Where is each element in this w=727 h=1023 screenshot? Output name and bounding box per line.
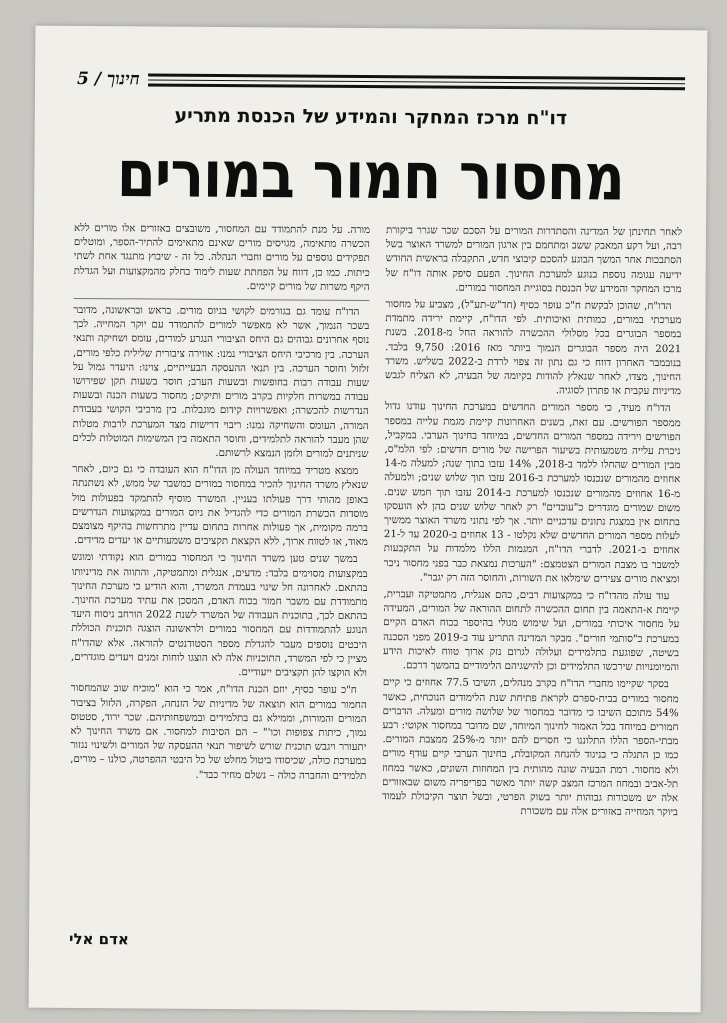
- paragraph: עוד עולה מהדו"ח כי במקצועות רבים, כהם אנגלית, מתמטיקה ועברית, קיימת א-התאמה בין תחום ההכשרה לתחום ההוראה של המורים, המעידה על מחסור איכותי במורים, ועל שימוש מגולי בהיספר בכוח האדם הקיים במערכת כ"סותמי חורים". מבקר המדינה התריע עוד ב-2019 מפני הסכנה בשיטה, שפוגעת בתלמידים ועלולה לגרום נזק ארוך טווח לאיכות הידע והמיומנויות שירכשו התלמידים וכן להישגיהם הלימודיים בהמשך דרכם.: [383, 589, 680, 674]
- right-column: [381, 224, 682, 926]
- header-rules: [148, 73, 685, 90]
- newspaper-page: [29, 26, 708, 1013]
- section-tag: חינוך / 5: [76, 68, 140, 90]
- paragraph: מורה. על מנת להתמודד עם המחסור, משובצים באזורים אלו מורים ללא הכשרה מתאימה, מגויסים מורים שאינם מתאימים להתיר-הספר, ומוטלים תפקידים נוספים על מורים וחברי הנהלה. כל זה - שיבוץ מתנגד אחת לשתי כיתות. כמו כן, דווח על הפחתת שעות לימוד בחלק מהמקצועות ועל הגדלת היקף משרות של מורים קיימים.: [73, 222, 371, 293]
- article-subheadline: דו"ח מרכז המחקר והמידע של הכנסת מתריע: [174, 104, 568, 130]
- paragraph: ח"כ עופר כסיף, יוזם הכנת הדו"ח, אמר כי הוא "מוכיח שוב שהמחסור החמור במורים הוא תוצאה של מדיניות של הזנחה, הפקרה, הלזול בציבור המורים והמורות, וממילא גם בתלמידים ובמשפחותיהם. שכר ירוד, סטטוס נמוך, כיתות צפופות וכו'" – הם הסיבות למחסור. אם משרד החינוך לא יתעורר ויגבש תוכנית שורש לשיפור תנאי ההעסקה של המורים ולשינוי נגזור במערכת כולה, שכיסודו ביטול מחלט של כל היבטי ההפרטה, כולנו – מורים, תלמידים והחברה כולה – נשלם מחיר כבד".: [70, 683, 367, 782]
- paragraph: הדו"ח עומד גם בגורמים לקושי בגיוס מורים. בראש ובראשונה, מדובר בשכר הנמוך, אשר לא מאפשר למורים להתמודד עם יוקר המחייה. לכך נוסף אחרונים גבוהים גם היחס הציבורי הנגרע למורים, עומס ושחיקה ותנאי הערכה. בין מרכיבי היחס הציבורי נמנו: אווירה ציבורית שלילית כלפי מורים, זלזול וחוסר הערכה. בין תנאי ההעסקה הבעייתיים, צוינו: היעדר גמול על שעות עבודה רבות בחופשות ובשעות הערב; חוסר בשעות תקן שפירושו עבודה במשרות חלקיות בקרב מורים ותיקים; מחסור בשעות הכנה ובשעות הנדרשות להכשרה; ואפשרויות קידום מוגבלות. בין מרכיבי הקושי בעבודת המורה, העומס והשחיקה נמנו: ריבוי דרישות מצד המערכת לרבות מטלות שהן מעבר להוראה לתלמידים, וחוסר התאמה בין המשימות המוטלות לכלים שניתנים למורים ולזמן הנמצא לרשותם.: [72, 304, 370, 461]
- article-headline: מחסור חמור במורים: [116, 137, 625, 216]
- paragraph: בסקר שקיימו מחברי הדו"ח בקרב מנהלים, השיבו 77.5 אחוזים כי קיים מחסור במורים בבית-ספרם לקראת פתיחת שנת הלימודים הנוכחית, כאשר 54% מתוכם השיבו כי מדובר במחסור של שלושה מורים ומעלה. הדברים חמורים במיוחד בכל האמור לחינוך המיוחד, שם מדובר במחסור אקוטי: רבע מבתי-הספר הללו התלוננו כי חסרים להם יותר מ-25% ממצבת המורים. כמו כן התגלה כי בניגוד להנחה המקובלת, בחינוך הערבי קיים עודף מורים ולא מחסור. רמת הבעיה שונה מהותית בין המחוזות השונים, כאשר במחוז תל-אביב ובמחוז המרכז המצב קשה יותר מאשר בפריפריה משום שבאזורים אלה יש משכורות גבוהות יותר בשוק הפרטי, ובשל תוצר הקיבולת לעמוד ביוקר המחייה באזורים אלה עם משכורת: [382, 677, 679, 819]
- article-byline: אדם אלי: [68, 929, 129, 949]
- header-rule: [148, 83, 685, 90]
- paragraph: ממצא מטריד במיוחד העולה מן הדו"ח הוא העובדה כי גם כיום, לאחר שנאלץ משרד החינוך להכיר במחסור במורים כמשבר של ממש, לא נשתנתה באופן מהותי דרך פעולתו בעניין. המשרד מוסיף להתמקד בפעולות מול מוסדות הכשרת המורים כדי להגדיל את גיוס המורים במקצועות הנדרשים ברמה מקומית, אך פעולות אחרות בתחום עדיין מתרחשות בהיקף מצומצם מאוד, או לטווח ארוך, ללא הקצאת תקציבים משמעותיים או יעדים מדידים.: [71, 464, 369, 549]
- paragraph: הדו"ח, שהוכן לבקשת ח"כ עופר כסיף (חד"ש-תע"ל), מצביע על מחסור מערכתי במורים, כמותית ואיכותית. לפי הדו"ח, קיימת ירידה מתמדת במספר הבוגרים בכל מסלולי ההכשרה להוראה החל מ-2018. בשנת 2021 היה מספר הבוגרים הנמוך ביותר מאז 2016: 9,750 בלבד. בנובמבר האחרון דווח כי גם נתון זה צפוי לרדת ב-2022 בשליש. משרד החינוך, מצדו, לאחר שנאלץ להודות בקיומה של הבעיה, לא הצליח לגבש מדיניות עקבית או פתרון לסוגיה.: [384, 299, 682, 398]
- left-column: [69, 222, 370, 924]
- paragraph: במשך שנים טען משרד החינוך כי המחסור במורים הוא נקודתי ומוגש במקצועות מסוימים בלבד: מדעים, אנגלית ומתמטיקה, והתווה את מדיניותו בהתאם. לאחרונה חל שינוי בעמדת המשרד, והוא הודיע כי מערכת החינוך מתמודדת עם משבר חמור בכוח האדם, המסכן את עתיד מערכת החינוך. בהתאם לכך, בתוכנית העבודה של המשרד לשנת 2022 הורחב ניסוח היעד הנוגע להתמודדות עם המחסור במורים ולראשונה הוצגה תוכנית הכוללת היבטים נוספים מעבר להגדלת מספר הסטודנטים להוראה. אלא שהדו"ח מציין כי לפי המשרד, התוכניות אלה לא הוצגו לוחות זמנים ויעדים מוגדרים, ולא הוקצו להן תקציבים ייעודיים.: [70, 552, 368, 680]
- column-divider: [74, 298, 370, 301]
- article-body: [69, 222, 682, 926]
- section-header: [77, 68, 685, 94]
- paragraph: לאחר תחינתן של המדינה והסתדרות המורים על הסכם שכר שגרר ביקורת רבה, ועל רקע המאבק ששב ומתחמם בין ארגון המורים למשרד האוצר בשל הסתבכות אחר המשך הבוגע להסכם קיבוצי חדש, התקבלה בראשית החודש ידיעה עגומה נוספת בנוגע למערכת החינוך. הפעם סיפק אותה דו"ח של מרכז המחקר והמידע של הכנסת בסוגיית המחסור במורים.: [385, 225, 683, 295]
- paragraph: הדו"ח מעיד, כי מספר המורים החדשים במערכת החינוך עודנו גדול ממספר הפורשים. עם זאת, בשנים האחרונות קיימת מגמת עלייה במספר הפורשים וירידה במספר המורים החדשים, במיוחד בחינוך הערבי. במקביל, ניכרת עלייה משמעותית בשיעור הפרישה של מורים חדשים: לפי הלמ"ס, מבין המורים שהחלו ללמד ב-2018, 14% עזבו בתוך שנה; למעלה מ-14 אחוזים מהמורים שנכנסו למערכת ב-2016 עזבו תוך שלוש שנים; ולמעלה מ-16 אחוזים מהמורים שנכנסו למערכת ב-2014 עזבו תוך חמש שנים. משום שמורים מוגדרים כ"עובדים" רק לאחר שלוש שנים בהן לא הועסקו בתחום אין במצגת נתונים עדכניים יותר. אך לפי נתוני משרד האוצר ממשיך לעלות מספר המורים החדשים שלא נקלטו - 13 אחוזים ב-2020 עד ל-21 אחוזים ב-2021. לדברי הדו"ח, המגמות הללו מלמדות על התקבעות למשבר בו מצבת המורים הצטמצם: "הערכות נמצאת כבר בפני מחסור ניכר ומציאת מורים צעירים שימלאו את השורות, והחוסר הזה רק יגבר".: [383, 401, 681, 586]
